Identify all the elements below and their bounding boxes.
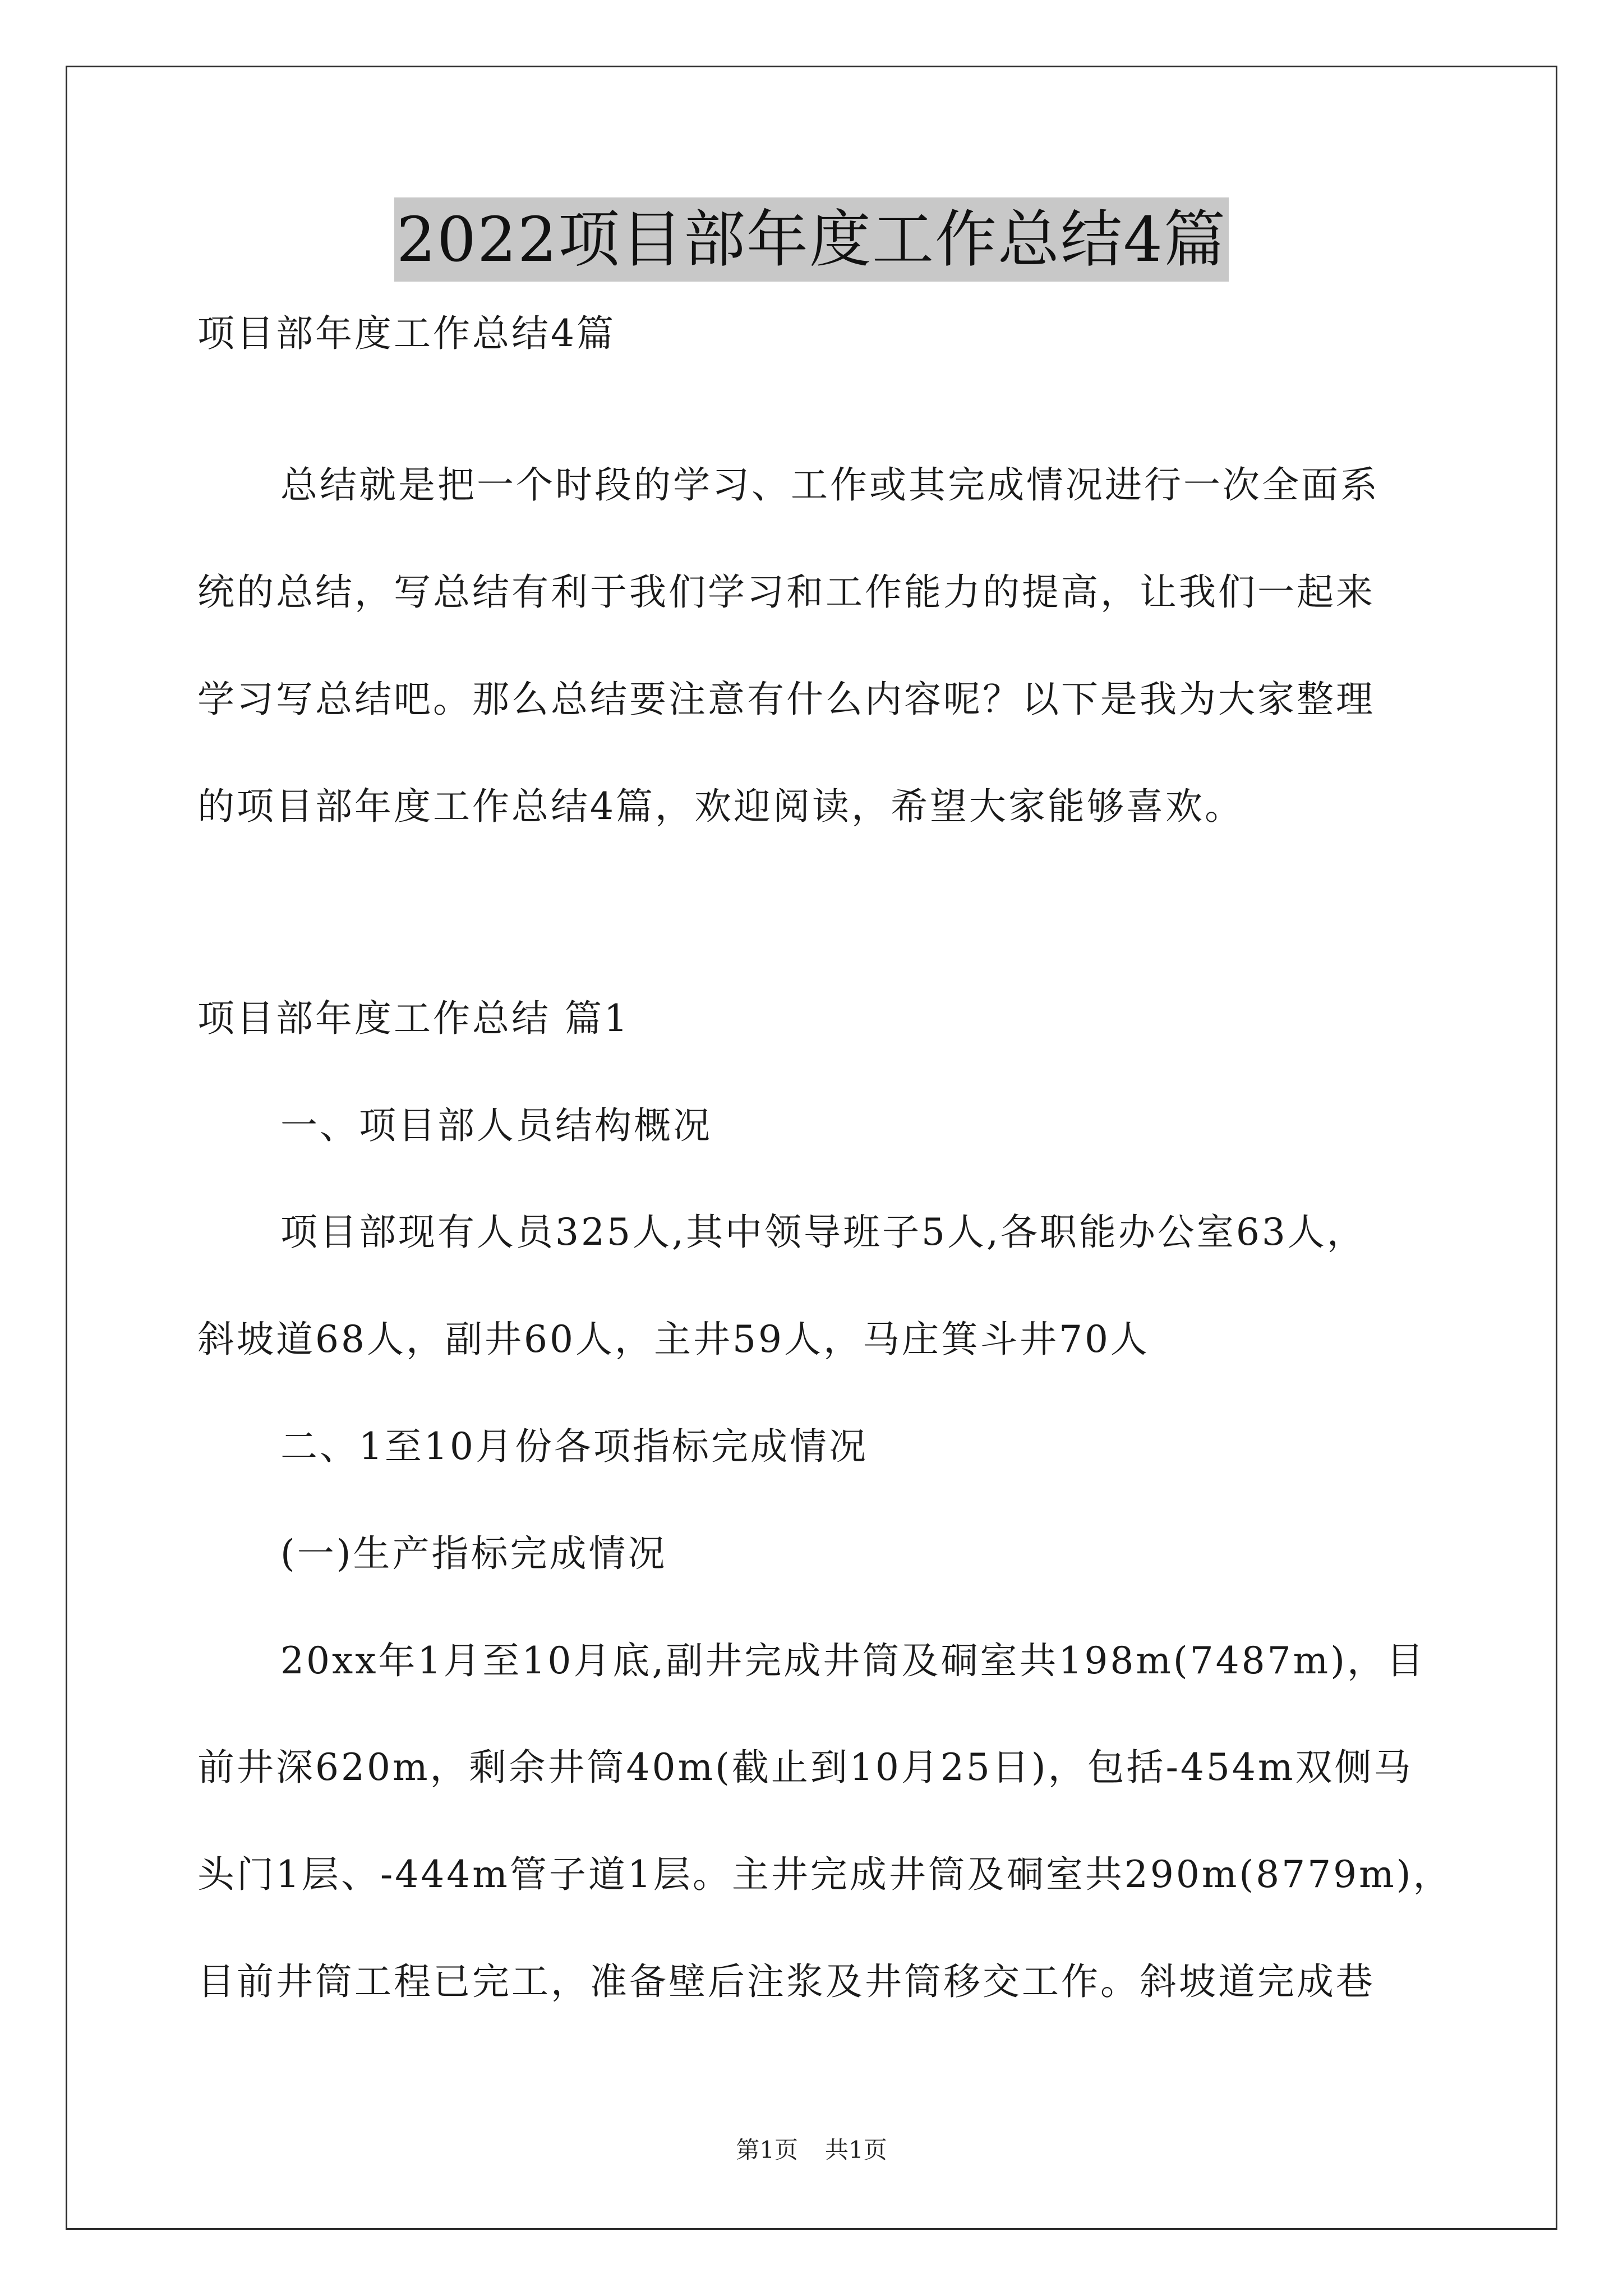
page-footer [0,2136,1623,2164]
section-heading: 项目部年度工作总结 篇1 [197,997,630,1040]
production-line-4: 目前井筒工程已完工，准备壁后注浆及井筒移交工作。斜坡道完成巷 [197,1960,1375,2003]
document-title: 2022项目部年度工作总结4篇 [394,197,1229,282]
heading-2: 二、1至10月份各项指标完成情况 [280,1425,868,1468]
production-line-2: 前井深620m，剩余井筒40m(截止到10月25日)，包括-454m双侧马 [197,1746,1413,1789]
staff-line-1: 项目部现有人员325人,其中领导班子5人,各职能办公室63人， [280,1211,1366,1254]
production-line-1: 20xx年1月至10月底,副井完成井筒及硐室共198m(7487m)，目 [280,1639,1426,1682]
document-subtitle: 项目部年度工作总结4篇 [197,312,616,355]
staff-line-2: 斜坡道68人，副井60人，主井59人，马庄箕斗井70人 [197,1318,1150,1361]
heading-1: 一、项目部人员结构概况 [280,1104,712,1147]
intro-line-3: 学习写总结吧。那么总结要注意有什么内容呢？以下是我为大家整理 [197,678,1375,721]
intro-line-1: 总结就是把一个时段的学习、工作或其完成情况进行一次全面系 [280,463,1380,507]
page-total: 共1页 [825,2136,887,2164]
title-container [0,197,1623,282]
page-number: 第1页 [736,2136,798,2164]
intro-line-2: 统的总结，写总结有利于我们学习和工作能力的提高，让我们一起来 [197,570,1375,614]
heading-2-1: (一)生产指标完成情况 [280,1532,667,1575]
production-line-3: 头门1层、-444m管子道1层。主井完成井筒及硐室共290m(8779m)， [197,1853,1453,1896]
intro-line-4: 的项目部年度工作总结4篇，欢迎阅读，希望大家能够喜欢。 [197,785,1244,828]
